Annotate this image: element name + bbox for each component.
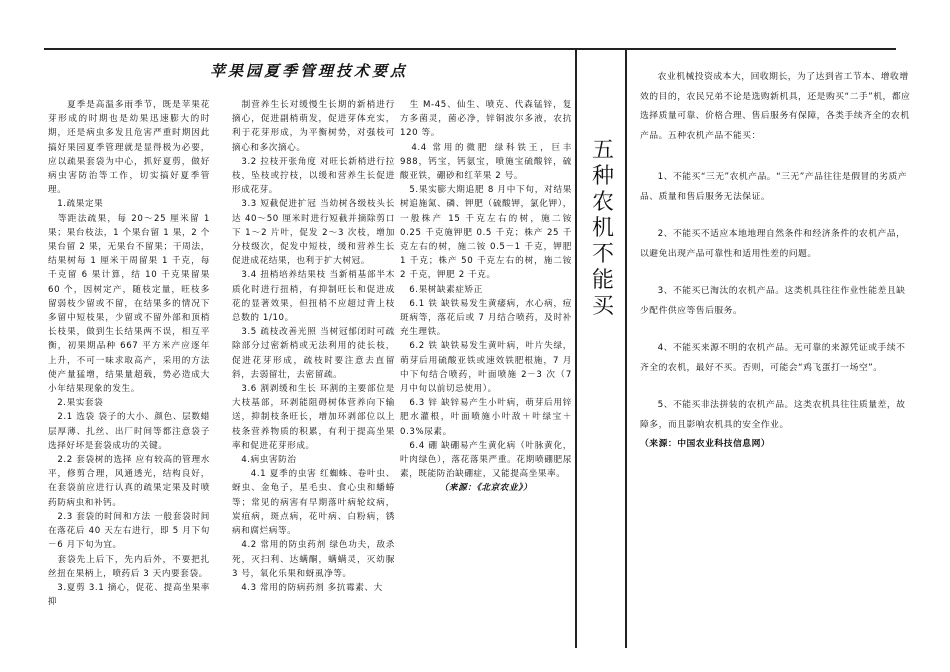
paragraph: 4.4 常用的微肥 绿科铁王，巨丰 988，钙宝，钙氨宝，喷施宝硫酸锌，硫酸亚铁，硼砂和红苹果 2 号。 [400, 142, 572, 182]
paragraph: 3.5 疏枝改善光照 当树冠郁闭时可疏除部分过密新梢或无法利用的徒长枝，促进花芽形成，疏枝时要注意去直留斜，去弱留壮，去密留疏。 [232, 327, 395, 380]
paragraph: 套袋先上后下，先内后外，不要把扎丝扭在果柄上，喷药后 3 天内要套袋。 [48, 554, 210, 579]
column-divider-left [575, 48, 577, 648]
paragraph: 3.2 拉枝开张角度 对旺长新梢进行拉枝，坠枝或拧枝，以缓和营养生长促进形成花芽。 [232, 156, 395, 196]
sidebar-vertical-title [588, 138, 618, 320]
paragraph: 夏季是高温多雨季节，既是苹果花芽形成的时期也是幼果迅速膨大的时期，还是病虫多发且危害严重时期因此搞好果园夏季管理就是显得极为必要，应以疏果套袋为中心，抓好夏剪，做好病虫害防治等工作，切实搞好夏季管理。 [48, 100, 210, 196]
title-char: 买 [591, 294, 614, 319]
title-char: 农 [591, 190, 614, 215]
top-rule [44, 48, 896, 50]
paragraph: 3.夏剪 3.1 摘心，促花、提高坐果率抑 [48, 582, 210, 608]
paragraph: 4.病虫害防治 [232, 455, 297, 466]
paragraph: 6.3 锌 缺锌易产生小叶病，萌芽后用锌肥水灌根，叶面喷施小叶敌＋叶绿宝＋0.3%尿素。 [400, 398, 572, 437]
article-column-1 [48, 98, 210, 609]
paragraph: 3.4 扭梢培养结果枝 当新梢基部半木质化时进行扭梢，有抑制旺长和促进成花的显著效果，但扭梢不应超过背上枝总数的 1/10。 [232, 270, 395, 324]
sidebar-item [640, 396, 912, 455]
title-char: 能 [591, 268, 614, 293]
sidebar-item: 3、不能买已淘汰的农机产品。这类机具往往作业性能差且缺少配件供应等售后服务。 [640, 286, 906, 316]
paragraph: 2.3 套袋的时间和方法 一般套袋时间在落花后 40 天左右进行，即 5 月下旬－6 月下旬为宜。 [48, 511, 210, 551]
article-source: （来源：《北京农业》） [439, 483, 533, 494]
paragraph: 生 M-45、仙生、喷克、代森锰锌，复方多菌灵，菌必净，锌铜波尔多液，农抗 120 等。 [400, 100, 572, 139]
paragraph: 3.6 割剥缓和生长 环割的主要部位是大枝基部，环剥能阻碍树体营养向下输送，抑制枝条旺长，增加环剥部位以上枝条营养物质的积累，有利于提高坐果率和促进花芽形成。 [232, 384, 395, 451]
title-char: 种 [591, 164, 614, 189]
article-title: 苹果园夏季管理技术要点 [209, 62, 408, 80]
sidebar-item: 4、不能买来源不明的农机产品。无可靠的来源凭证或手续不齐全的农机，最好不买。否则，可能会“鸡飞蛋打一场空”。 [640, 343, 906, 373]
sidebar-item: 2、不能买不适应本地地理自然条件和经济条件的农机产品，以避免出现产品可靠性和适用性差的问题。 [640, 229, 906, 259]
title-char: 机 [591, 216, 614, 241]
paragraph: 等距法疏果，每 20～25 厘米留 1 果；果台枝法，1 个果台留 1 果，2 个果台留 2 果，无果台不留果；干周法，结果树每 1 厘米干周留果 1 千克，每千克留 6 果计算，结 10 千克果留果 60 个，因树定产，随枝定量，旺枝多留弱枝少留或不留，在结果多的情况下多留中短枝果，少留或不留外部和顶梢长枝果，做到生长结果两不误，相互平衡，初果期品种 667 平方米产应逐年上升，不可一味求取高产，采用的方法使产量猛增，结果量超载，势必造成大小年结果现象的发生。 [48, 213, 210, 395]
title-char: 不 [591, 242, 614, 267]
article-column-2 [232, 98, 395, 595]
paragraph: 制营养生长对缓慢生长期的新梢进行摘心，促进副梢萌发，促进芽体充实，利于花芽形成，为平衡树势，对强枝可摘心和多次摘心。 [232, 100, 395, 153]
paragraph: 6.果树缺素症矫正 [400, 284, 483, 295]
paragraph: 6.1 铁 缺铁易发生黄痿病，水心病，痘斑病等，落花后或 7 月结合喷药，及时补充生理铁。 [400, 298, 572, 338]
sidebar-source: （来源：中国农业科技信息网） [640, 439, 771, 449]
paragraph: 4.3 常用的防病药剂 多抗霉素、大 [232, 582, 383, 593]
paragraph: 2.果实套袋 [48, 398, 104, 409]
sidebar-intro: 农业机械投资成本大，回收期长，为了达到省工节本、增收增效的目的，农民兄弟不论是选购新机具，还是购买“二手”机，都应选择质量可靠、价格合理、售后服务有保障，各类手续齐全的农机产品。五种农机产品不能买： [640, 72, 911, 141]
title-char: 五 [591, 138, 614, 163]
sidebar-item: 1、不能买“三无”农机产品。“三无”产品往往是假冒的劣质产品、质量和售后服务无法保证。 [640, 172, 908, 202]
paragraph: 5.果实膨大期追肥 8 月中下旬，对结果树追施氮、磷、钾肥（硫酸钾，氯化钾），一般株产 15 千克左右的树，施二铵 0.25 千克施钾肥 0.5 千克；株产 25 千克左右的树，施二铵 0.5－1 千克，钾肥 1 千克；株产 50 千克左右的树，施二铵 2 千克，钾肥 2 千克。 [400, 185, 572, 281]
column-divider-right [625, 48, 627, 648]
paragraph: 2.2 套袋树的选择 应有较高的管理水平，修剪合理，风通透光，结构良好，在套袋前应进行认真的疏果定果及时喷药防病虫和补钙。 [48, 455, 210, 508]
paragraph: 4.2 常用的防虫药剂 绿色功夫，敌杀死，灭扫利、达螨酮，螨螨灵，灭幼脲 3 号，氧化乐果和蚜虱净等。 [232, 540, 395, 579]
paragraph: 3.3 短截促进扩冠 当幼树各级枝头长达 40～50 厘米时进行短截并摘除剪口下 1～2 片叶，促发 2～3 次枝，增加分枝级次，促发中短枝，缓和营养生长促进成花结果，也利于扩大树冠。 [232, 199, 395, 267]
paragraph: 2.1 选袋 袋子的大小、颜色、层数蜡层厚薄、扎丝、出厂时间等都注意袋子选择好坏是套袋成功的关键。 [48, 412, 210, 451]
paragraph: 6.2 铁 缺铁易发生黄叶病，叶片失绿，萌芽后用硫酸亚铁或速效铁肥根施，7 月中下旬结合喷药，叶面喷施 2－3 次（7 月中旬以前切忌使用）。 [400, 341, 572, 395]
paragraph: 1.疏果定果 [48, 199, 104, 210]
paragraph: 6.4 硼 缺硼易产生黄化病（叶脉黄化，叶肉绿色），落花落果严重。花期喷硼肥尿素，既能防治缺硼症，又能提高坐果率。 [400, 440, 572, 480]
paragraph: 4.1 夏季的虫害 红蜘蛛、卷叶虫、蚜虫、金龟子，星毛虫、食心虫和蟠蝽等；常见的病害有早期落叶病轮纹病，炭疽病，斑点病，花叶病、白粉病，锈病和腐烂病等。 [232, 469, 395, 537]
article-column-3 [400, 98, 572, 496]
sidebar-article [640, 68, 912, 473]
sidebar-item-text: 5、不能买非法拼装的农机产品。这类农机具往往质量差，故障多，而且影响农机具的安全作业。 [640, 400, 906, 430]
